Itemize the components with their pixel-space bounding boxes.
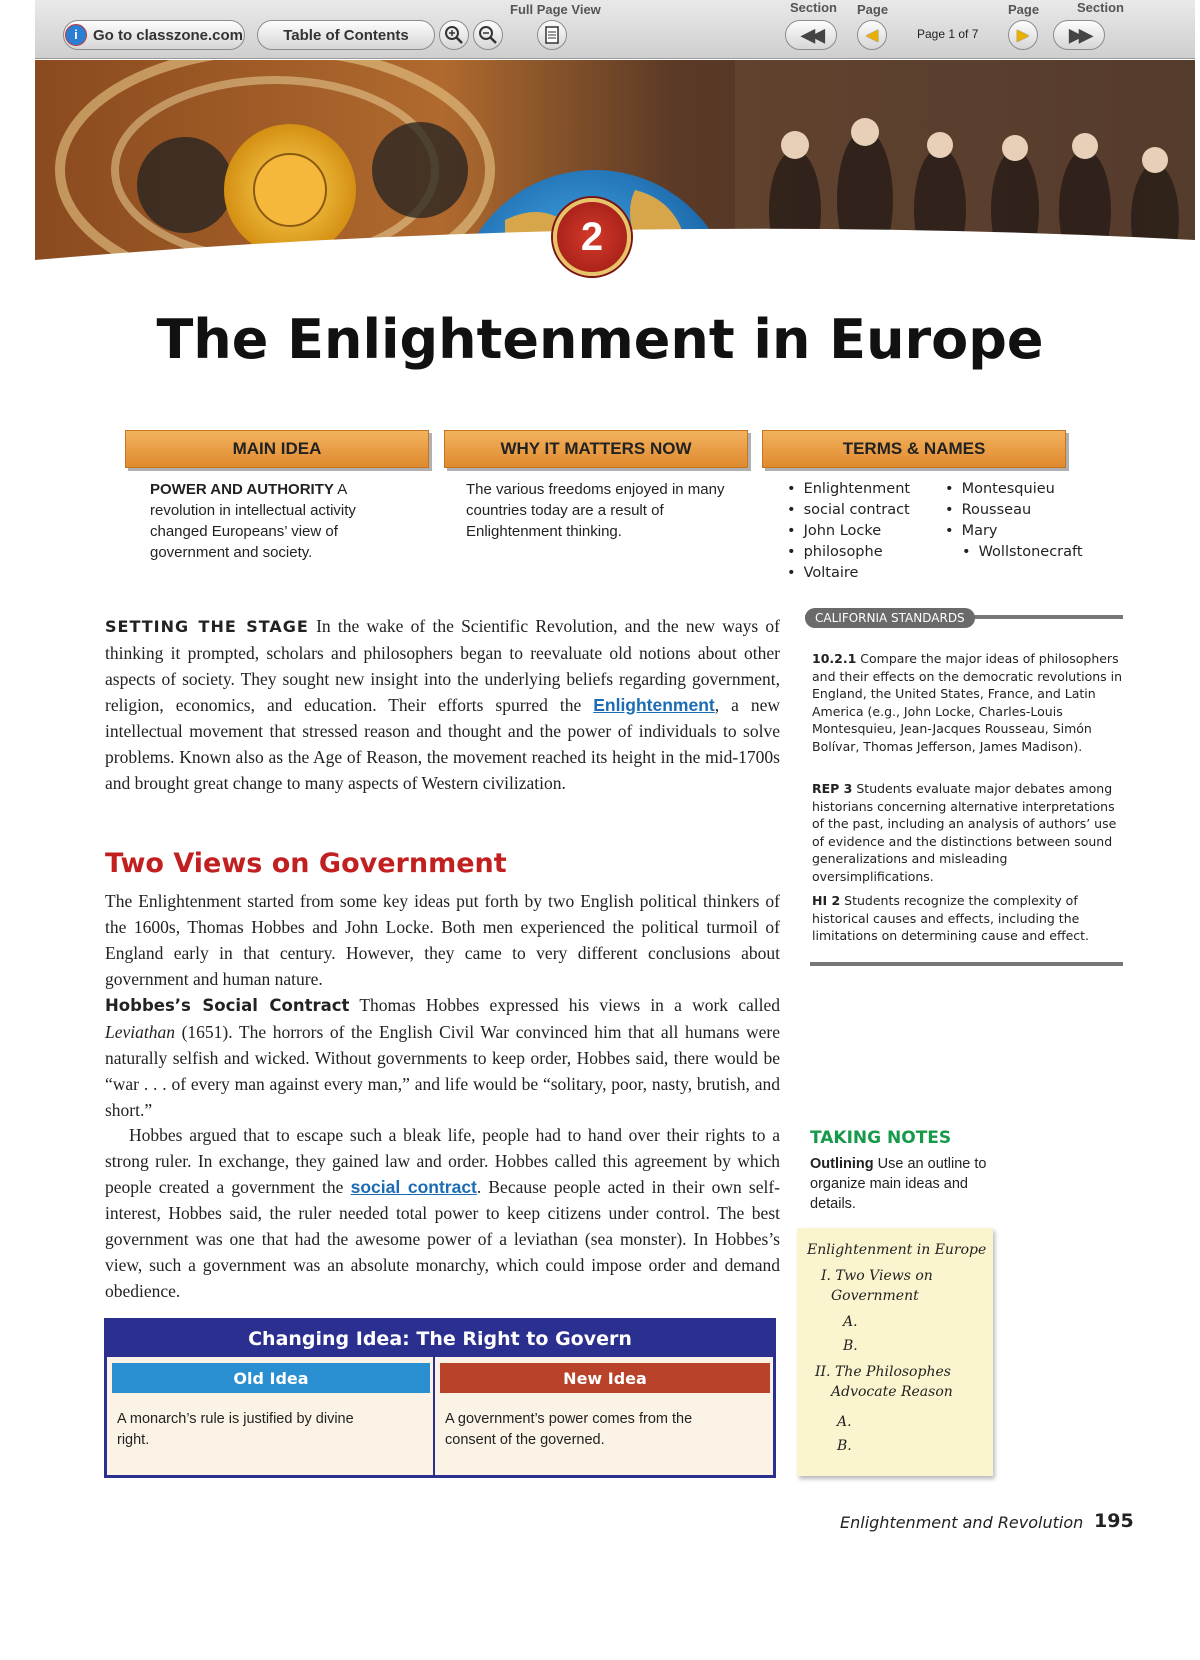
new-idea-text: A government’s power comes from the consent of the governed. <box>445 1411 693 1448</box>
terms-list-col1 <box>787 479 910 584</box>
enlightenment-term-link[interactable]: Enlightenment <box>593 695 715 715</box>
hobbes-paragraph: Hobbes’s Social Contract Thomas Hobbes expressed his views in a work called Leviathan (1651). The horrors of the English Civil War convinced him that all humans were naturally selfish and wicked. Without governments to keep order, Hobbes said, there would be “war . . . of every man against every man,” and life would be “solitary, poor, nasty, brutish, and short.” <box>105 995 780 1120</box>
full-page-label: Full Page View <box>510 2 601 17</box>
page-label-right: Page <box>1008 2 1040 17</box>
outline-item: Government <box>831 1288 919 1304</box>
taking-notes-header: TAKING NOTES <box>810 1128 952 1148</box>
taking-notes-text: Outlining Use an outline to organize main ideas and details. <box>810 1156 987 1212</box>
column-divider <box>433 1357 435 1478</box>
standard-item: 10.2.1 Compare the major ideas of philosophers and their effects on the democratic revolutions in England, the United States, France, and Latin America (e.g., John Locke, Charles-Louis Montesquieu, Jean-Jacques Rousseau, Simón Bolívar, Thomas Jefferson, James Madison). <box>812 651 1123 754</box>
chapter-title: The Enlightenment in Europe <box>156 308 1044 371</box>
intro-paragraph: The Enlightenment started from some key ideas put forth by two English political thinkers of the 1600s, Thomas Hobbes and John Locke. Both men experienced the political turmoil of England early in that century. However, they came to very different conclusions about government and human nature. <box>105 891 780 989</box>
main-idea-text: POWER AND AUTHORITY A revolution in intellectual activity changed Europeans’ view of government and society. <box>150 481 356 561</box>
chevron-right-icon: ▶ <box>1016 27 1030 44</box>
page-label-left: Page <box>857 2 889 17</box>
outline-item: A. <box>837 1414 852 1430</box>
info-icon: i <box>65 24 87 46</box>
outline-item: II. The Philosophes <box>815 1364 951 1380</box>
chapter-number-badge: 2 <box>553 198 631 276</box>
outline-item: B. <box>843 1338 858 1354</box>
double-chevron-right-icon: ▶▶ <box>1069 24 1089 45</box>
new-idea-header: New Idea <box>440 1363 770 1393</box>
term-item-cont: • Wollstonecraft <box>945 542 1083 563</box>
footer-book-title: Enlightenment and Revolution <box>840 1513 1084 1532</box>
page-icon <box>544 26 560 44</box>
table-of-contents-button[interactable]: Table of Contents <box>257 20 435 50</box>
section-heading: Two Views on Government <box>105 848 507 879</box>
changing-idea-title: Changing Idea: The Right to Govern <box>107 1321 773 1357</box>
standard-item: REP 3 Students evaluate major debates among historians concerning alternative interpretations of the past, including an analysis of authors’ use of evidence and the distinctions between sound generalizations and misleading oversimplifications. <box>812 781 1117 884</box>
standard-item: HI 2 Students recognize the complexity of historical causes and effects, including the limitations on determining cause and effect. <box>812 893 1090 943</box>
term-item: • Montesquieu <box>945 479 1083 500</box>
full-page-view-button[interactable] <box>537 20 567 50</box>
section-label-right: Section <box>1077 0 1124 15</box>
previous-page-button[interactable] <box>857 20 887 50</box>
outline-note-card <box>797 1228 993 1476</box>
california-standards-header: CALIFORNIA STANDARDS <box>805 608 975 628</box>
setting-the-stage-paragraph: SETTING THE STAGE In the wake of the Scientific Revolution, and the new ways of thinking it prompted, scholars and philosophers began to reevaluate old notions about other aspects of society. They sought new insight into the underlying beliefs regarding government, religion, economics, and education. Their efforts spurred the Enlightenment, a new intellectual movement that stressed reason and thought and the power of individuals to solve problems. Known also as the Age of Reason, the movement reached its height in the mid-1700s and brought great change to many aspects of Western civilization. <box>105 616 781 793</box>
outline-title: Enlightenment in Europe <box>807 1242 987 1258</box>
term-item: • social contract <box>787 500 910 521</box>
term-item: • John Locke <box>787 521 910 542</box>
term-item: • Mary <box>945 521 1083 542</box>
why-it-matters-text: The various freedoms enjoyed in many countries today are a result of Enlightenment thinking. <box>466 481 725 540</box>
navigation-toolbar <box>35 0 1195 59</box>
terms-and-names-header: TERMS & NAMES <box>762 430 1066 468</box>
next-page-button[interactable] <box>1008 20 1038 50</box>
page-indicator: Page 1 of 7 <box>917 27 979 41</box>
term-item: • Voltaire <box>787 563 910 584</box>
outline-item: A. <box>843 1314 858 1330</box>
old-idea-header: Old Idea <box>112 1363 430 1393</box>
hobbes-argument-paragraph: Hobbes argued that to escape such a bleak life, people had to hand over their rights to a strong ruler. In exchange, they gained law and order. Hobbes called this agreement by which people created a government the social contract. Because people acted in their own self-interest, Hobbes said, the ruler needed total power to keep citizens under control. The best government was one that had the awesome power of a leviathan (sea monster). In Hobbes’s view, such a government was an absolute monarchy, which could impose order and demand obedience. <box>105 1125 780 1301</box>
section-label-left: Section <box>790 0 837 15</box>
term-item: • Rousseau <box>945 500 1083 521</box>
outline-item: B. <box>837 1438 852 1454</box>
old-idea-text: A monarch’s rule is justified by divine right. <box>117 1411 354 1448</box>
term-item: • Enlightenment <box>787 479 910 500</box>
standards-bottom-rule <box>810 962 1123 966</box>
zoom-out-icon <box>478 25 498 45</box>
term-item: • philosophe <box>787 542 910 563</box>
terms-list-col2 <box>945 479 1083 563</box>
double-chevron-left-icon: ◀◀ <box>801 24 821 45</box>
classzone-button[interactable]: i Go to classzone.com <box>63 20 245 50</box>
outline-item: I. Two Views on <box>821 1268 933 1284</box>
social-contract-term-link[interactable]: social contract <box>350 1177 477 1197</box>
zoom-in-button[interactable] <box>439 20 469 50</box>
next-section-button[interactable] <box>1053 20 1105 50</box>
why-it-matters-header: WHY IT MATTERS NOW <box>444 430 748 468</box>
page-number: 195 <box>1094 1510 1134 1532</box>
main-idea-header: MAIN IDEA <box>125 430 429 468</box>
chevron-left-icon: ◀ <box>865 27 879 44</box>
zoom-out-button[interactable] <box>473 20 503 50</box>
changing-idea-box <box>104 1318 776 1478</box>
zoom-in-icon <box>444 25 464 45</box>
previous-section-button[interactable] <box>785 20 837 50</box>
outline-item: Advocate Reason <box>831 1384 953 1400</box>
